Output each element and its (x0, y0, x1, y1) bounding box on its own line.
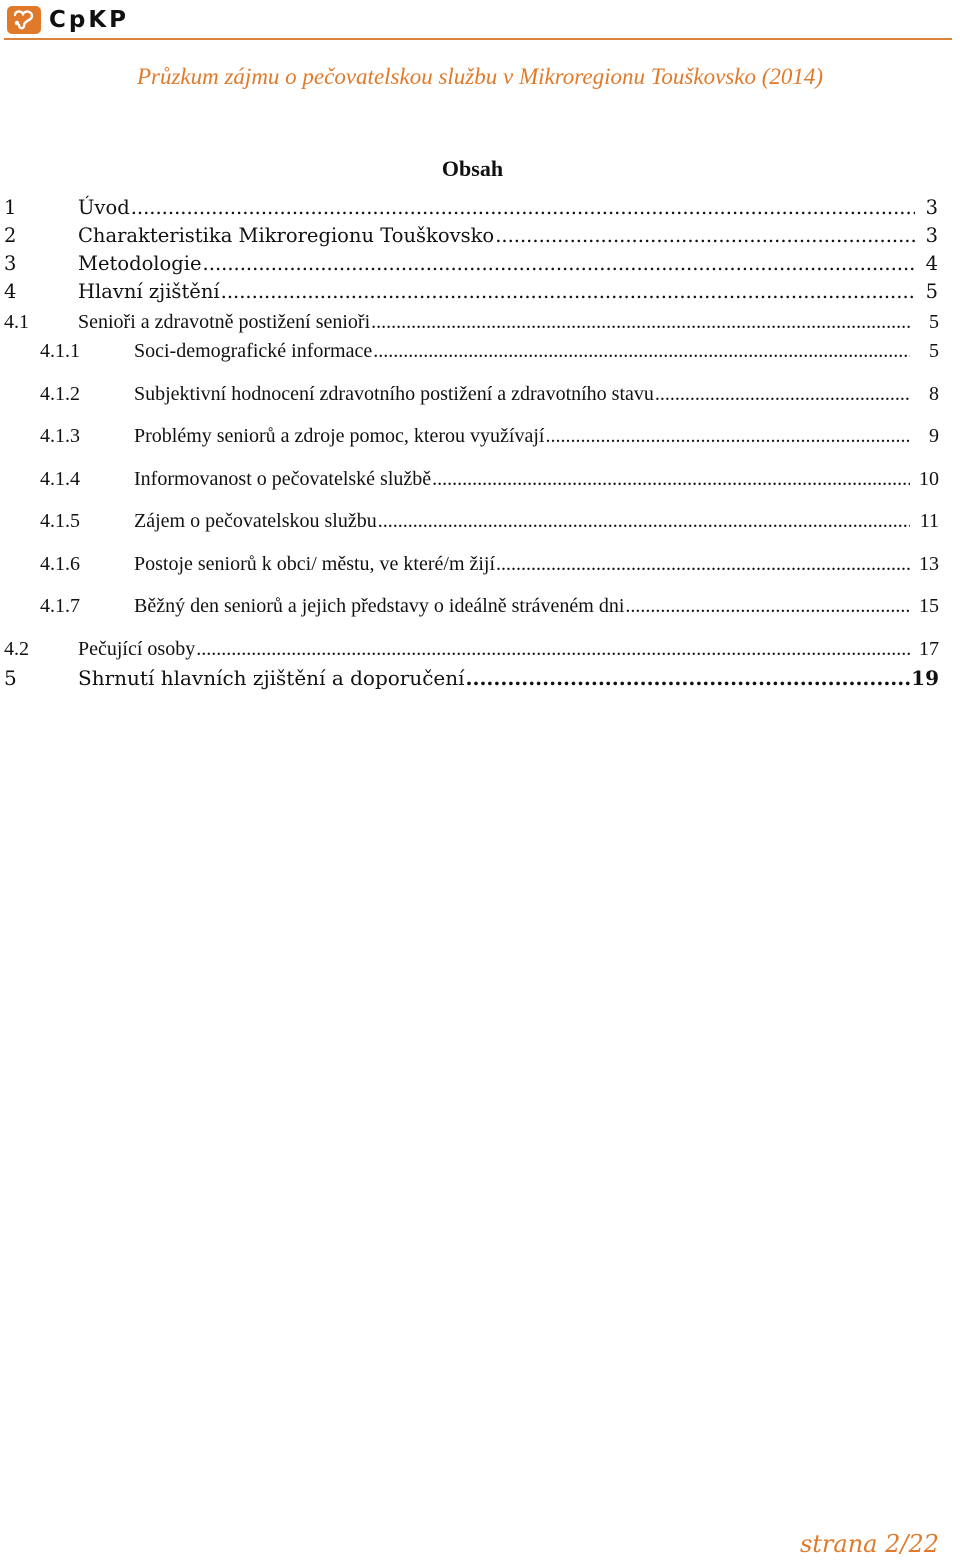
toc-entry-label: Shrnutí hlavních zjištění a doporučení (78, 666, 465, 690)
toc-entry-shrnuti[interactable] (0, 666, 960, 690)
toc-entry-number: 4.1.4 (40, 468, 80, 490)
brand-name: CpKP (49, 7, 130, 33)
toc-entry-seniori[interactable] (0, 311, 960, 334)
toc-entry-charakteristika[interactable] (0, 224, 960, 247)
toc-entry-label: Soci-demografické informace (134, 340, 373, 362)
toc-entry-bezny-den[interactable] (0, 595, 960, 618)
toc-entry-number: 5 (4, 666, 17, 690)
toc-entry-page: 4 (925, 252, 938, 275)
toc-entry-page: 9 (929, 425, 939, 447)
toc-entry-number: 4.1.1 (40, 340, 80, 362)
toc-entry-number: 1 (4, 196, 17, 219)
toc-entry-page: 11 (919, 510, 939, 532)
document-title: Průzkum zájmu o pečovatelskou službu v Mikroregionu Touškovsko (2014) (136, 64, 824, 89)
toc-entry-page: 5 (929, 340, 939, 362)
toc-entry-subjektivni-hodnoceni[interactable] (0, 383, 960, 406)
toc-entry-page: 3 (925, 224, 938, 247)
toc-leader-dots (203, 252, 915, 275)
toc-entry-number: 4 (4, 280, 17, 303)
toc-leader-dots (131, 196, 915, 219)
toc-entry-page: 19 (911, 666, 939, 690)
toc-heading: Obsah (441, 156, 504, 181)
toc-leader-dots (371, 311, 910, 334)
page-number: strana 2/22 (799, 1530, 939, 1558)
toc-entry-label: Hlavní zjištění (78, 280, 220, 303)
toc-entry-zajem[interactable] (0, 510, 960, 533)
toc-entry-label: Postoje seniorů k obci/ městu, ve které/m žijí (134, 553, 496, 575)
toc-entry-page: 15 (919, 595, 939, 617)
toc-entry-soci-demograficke[interactable] (0, 340, 960, 363)
toc-entry-problemy-senioru[interactable] (0, 425, 960, 448)
toc-entry-label: Úvod (78, 196, 130, 219)
toc-leader-dots (196, 638, 910, 661)
toc-entry-label: Problémy seniorů a zdroje pomoc, kterou využívají (134, 425, 545, 447)
toc-entry-uvod[interactable] (0, 196, 960, 219)
toc-entry-page: 13 (919, 553, 939, 575)
toc-entry-postoje-senioru[interactable] (0, 553, 960, 576)
toc-leader-dots (655, 383, 910, 406)
toc-entry-label: Pečující osoby (78, 638, 196, 660)
toc-entry-number: 4.1.3 (40, 425, 80, 447)
toc-entry-label: Charakteristika Mikroregionu Touškovsko (78, 224, 495, 247)
toc-entry-label: Metodologie (78, 252, 202, 275)
page-header (0, 0, 960, 40)
header-divider (4, 38, 952, 40)
toc-entry-number: 4.2 (4, 638, 29, 660)
toc-entry-informovanost[interactable] (0, 468, 960, 491)
toc-leader-dots (496, 553, 910, 576)
toc-entry-number: 4.1.5 (40, 510, 80, 532)
toc-entry-label: Senioři a zdravotně postižení senioři (78, 311, 371, 333)
toc-entry-label: Subjektivní hodnocení zdravotního postižení a zdravotního stavu (134, 383, 654, 405)
cpkp-logo (7, 5, 129, 35)
toc-entry-number: 4.1.6 (40, 553, 80, 575)
toc-entry-number: 4.1 (4, 311, 29, 333)
toc-leader-dots (466, 666, 910, 690)
toc-entry-metodologie[interactable] (0, 252, 960, 275)
toc-entry-number: 4.1.2 (40, 383, 80, 405)
toc-entry-page: 8 (929, 383, 939, 405)
toc-entry-pecujici-osoby[interactable] (0, 638, 960, 661)
logo-mark-icon (7, 6, 41, 34)
toc-entry-hlavni-zjisteni[interactable] (0, 280, 960, 303)
toc-leader-dots (495, 224, 915, 247)
toc-leader-dots (545, 425, 910, 448)
toc-entry-page: 17 (919, 638, 939, 660)
toc-leader-dots (625, 595, 910, 618)
toc-entry-label: Běžný den seniorů a jejich představy o ideálně stráveném dni (134, 595, 625, 617)
toc-entry-number: 2 (4, 224, 17, 247)
toc-entry-page: 3 (925, 196, 938, 219)
toc-leader-dots (373, 340, 910, 363)
toc-entry-label: Zájem o pečovatelskou službu (134, 510, 377, 532)
toc-entry-page: 5 (929, 311, 939, 333)
toc-entry-page: 10 (919, 468, 939, 490)
toc-leader-dots (378, 510, 910, 533)
toc-entry-number: 3 (4, 252, 17, 275)
toc-entry-page: 5 (925, 280, 938, 303)
toc-entry-number: 4.1.7 (40, 595, 80, 617)
toc-entry-label: Informovanost o pečovatelské službě (134, 468, 432, 490)
toc-leader-dots (432, 468, 910, 491)
toc-leader-dots (221, 280, 915, 303)
